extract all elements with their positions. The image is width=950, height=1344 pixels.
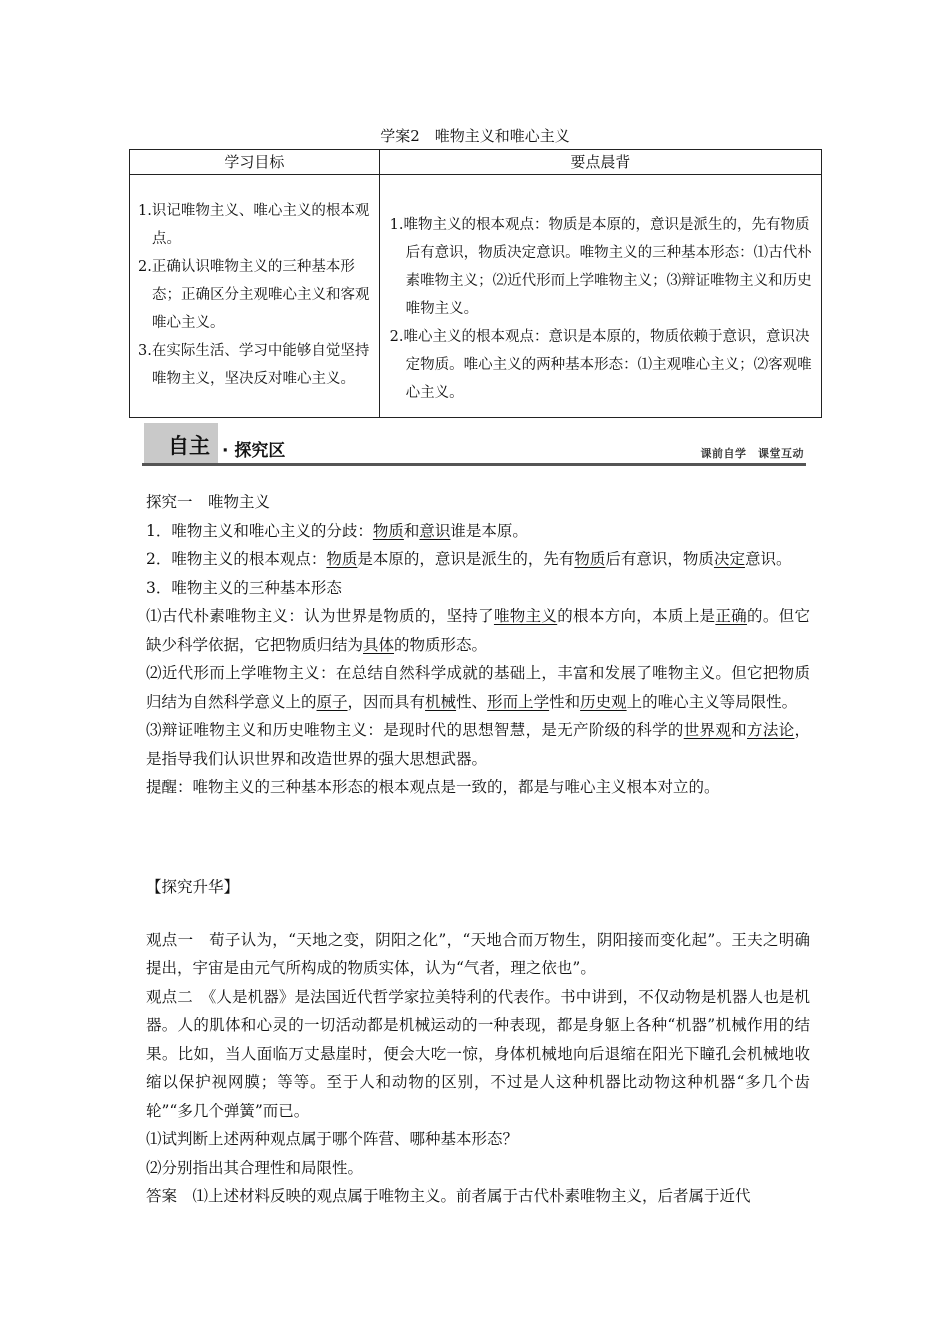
fill-blank: 具体 <box>363 635 395 654</box>
answer-text: 答案 ⑴上述材料反映的观点属于唯物主义。前者属于古代朴素唯物主义，后者属于近代 <box>146 1187 751 1205</box>
fill-blank: 历史观 <box>580 692 627 711</box>
goals-header: 学习目标 <box>130 150 380 175</box>
fill-blank: 方法论 <box>747 721 795 739</box>
question-two: ⑵分别指出其合理性和局限性。 <box>146 1158 364 1177</box>
fill-blank: 意识 <box>419 521 451 540</box>
upgrade-heading: 【探究升华】 <box>146 878 240 896</box>
explore-p1: 1．唯物主义和唯心主义的分歧：物质和意识谁是本原。 <box>146 521 528 540</box>
goals-cell <box>130 175 380 418</box>
view-two: 观点二 《人是机器》是法国近代哲学家拉美特利的代表作。书中讲到，不仅动物是机器人也是机器。人的肌体和心灵的一切活动都是机械运动的一种表现，都是身躯上各种“机器”机械作用的结果。比如，当人面临万丈悬崖时，便会大吃一惊，身体机械地向后退缩在阳光下瞳孔会机械地收缩以保护视网膜；等等。至于人和动物的区别，不过是人这种机器比动物这种机器“多几个齿轮”“多几个弹簧”而已。 <box>146 987 810 1120</box>
explore-p5: ⑵近代形而上学唯物主义：在总结自然科学成就的基础上，丰富和发展了唯物主义。但它把物质归结为自然科学意义上的原子，因而具有机械性、形而上学性和历史观上的唯心主义等局限性。 <box>146 664 810 711</box>
fill-blank: 物质 <box>574 550 606 568</box>
explore-heading: 探究一 唯物主义 <box>146 493 271 511</box>
upgrade-section <box>146 873 810 1211</box>
banner-rule <box>142 463 806 466</box>
explore-section <box>146 488 810 802</box>
point-item: 1.唯物主义的根本观点：物质是本原的，意识是派生的，先有物质后有意识，物质决定意识。唯物主义的三种基本形态：⑴古代朴素唯物主义；⑵近代形而上学唯物主义；⑶辩证唯物主义和历史唯物主义。 <box>389 217 812 317</box>
explore-p3: 3．唯物主义的三种基本形态 <box>146 578 342 597</box>
points-header: 要点晨背 <box>379 150 821 175</box>
question-one: ⑴试判断上述两种观点属于哪个阵营、哪种基本形态？ <box>146 1130 519 1148</box>
page-title: 学案2 唯物主义和唯心主义 <box>380 127 570 145</box>
banner-section-label: · 探究区 <box>222 441 286 461</box>
explore-p2: 2．唯物主义的根本观点：物质是本原的，意识是派生的，先有物质后有意识，物质决定意识。 <box>146 550 792 568</box>
banner-tab-label: 自主 <box>168 434 210 458</box>
explore-p6: ⑶辩证唯物主义和历史唯物主义：是现时代的思想智慧，是无产阶级的科学的世界观和方法论，是指导我们认识世界和改造世界的强大思想武器。 <box>146 721 810 768</box>
fill-blank: 唯物主义 <box>493 607 558 625</box>
point-item: 2.唯心主义的根本观点：意识是本原的，物质依赖于意识，意识决定物质。唯心主义的两种基本形态：⑴主观唯心主义；⑵客观唯心主义。 <box>389 329 812 401</box>
explore-reminder: 提醒：唯物主义的三种基本形态的根本观点是一致的，都是与唯心主义根本对立的。 <box>146 778 720 796</box>
points-cell <box>379 175 821 418</box>
fill-blank: 决定 <box>713 550 745 568</box>
fill-blank: 世界观 <box>683 721 732 739</box>
banner-right-label: 课前自学 课堂互动 <box>700 447 804 460</box>
fill-blank: 形而上学 <box>487 692 550 711</box>
goal-item: 3.在实际生活、学习中能够自觉坚持唯物主义，坚决反对唯心主义。 <box>138 343 370 387</box>
fill-blank: 物质 <box>326 550 358 568</box>
fill-blank: 物质 <box>372 521 404 540</box>
fill-blank: 机械 <box>425 692 457 711</box>
goals-table <box>129 149 822 418</box>
section-banner <box>142 423 806 467</box>
fill-blank: 原子 <box>316 692 348 711</box>
goal-item: 2.正确认识唯物主义的三种基本形态；正确区分主观唯心主义和客观唯心主义。 <box>138 259 370 331</box>
view-one: 观点一 荀子认为，“天地之变，阴阳之化”，“天地合而万物生，阴阳接而变化起”。王夫之明确提出，宇宙是由元气所构成的物质实体，认为“气者，理之依也”。 <box>146 930 810 977</box>
explore-p4: ⑴古代朴素唯物主义：认为世界是物质的，坚持了唯物主义的根本方向，本质上是正确的。但它缺少科学依据，它把物质归结为具体的物质形态。 <box>146 607 810 654</box>
fill-blank: 正确 <box>715 607 747 625</box>
goal-item: 1.识记唯物主义、唯心主义的根本观点。 <box>138 203 370 247</box>
